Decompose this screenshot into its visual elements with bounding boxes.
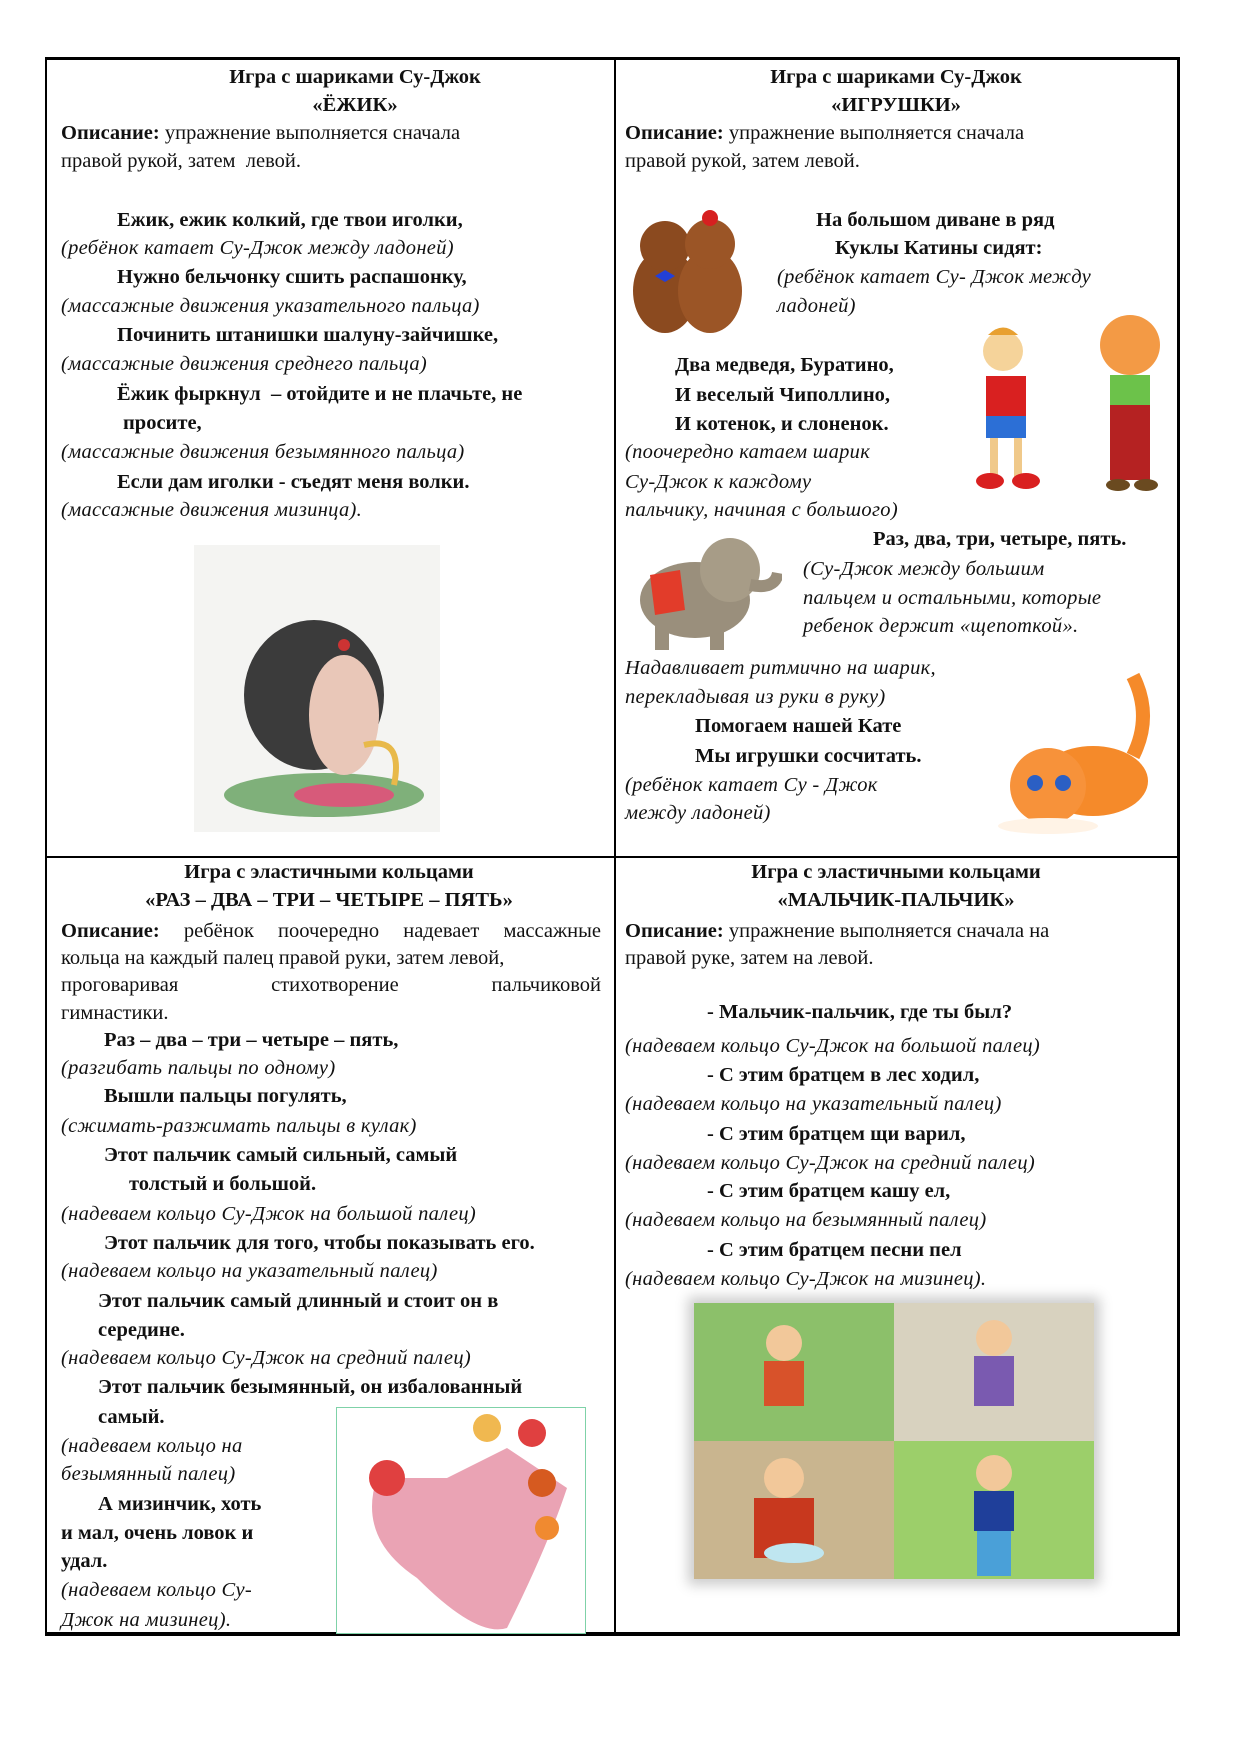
instruction-line: пальчику, начиная с большого) [625, 499, 898, 521]
poem-line: и мал, очень ловок и [61, 1522, 254, 1544]
table-border-right [1177, 57, 1180, 1636]
description-text: упражнение выполняется сначала на [723, 920, 1050, 942]
description-line: правой руке, затем на левой. [625, 947, 874, 969]
instruction-line: Надавливает ритмично на шарик, [625, 657, 936, 679]
instruction-line: (ребёнок катает Су-Джок между ладоней) [61, 237, 454, 259]
boys-activities-illustration [694, 1303, 1094, 1579]
poem-line: Этот пальчик для того, чтобы показывать его. [104, 1232, 535, 1254]
instruction-line: (надеваем кольцо на [61, 1435, 243, 1457]
poem-line: - С этим братцем в лес ходил, [707, 1064, 980, 1086]
instruction-line: (надеваем кольцо Су-Джок на средний палец) [61, 1347, 471, 1369]
buratino-illustration [948, 321, 1069, 493]
description-label: Описание: [61, 122, 160, 144]
instruction-line: (поочередно катаем шарик [625, 441, 871, 463]
poem-line: - Мальчик-пальчик, где ты был? [707, 1001, 1013, 1023]
instruction-line: Джок на мизинец). [61, 1609, 232, 1631]
poem-line: Мы игрушки сосчитать. [695, 745, 922, 767]
table-border-top [45, 57, 1179, 60]
table-border-left [45, 57, 47, 1636]
instruction-line: (ребёнок катает Су - Джок [625, 774, 878, 796]
instruction-line: (массажные движения мизинца). [61, 499, 363, 521]
poem-line: удал. [61, 1550, 108, 1572]
instruction-line: (надеваем кольцо Су-Джок на средний палец) [625, 1152, 1035, 1174]
poem-line: середине. [98, 1319, 185, 1341]
instruction-line: безымянный палец) [61, 1463, 236, 1485]
instruction-line: (ребёнок катает Су- Джок между [777, 266, 1092, 288]
poem-line: - С этим братцем кашу ел, [707, 1180, 951, 1202]
instruction-line: (надеваем кольцо Су-Джок на большой палец) [625, 1035, 1041, 1057]
instruction-line: (надеваем кольцо Су-Джок на большой палец) [61, 1203, 477, 1225]
instruction-line: (надеваем кольцо на указательный палец) [625, 1093, 1002, 1115]
poem-line: Раз, два, три, четыре, пять. [873, 528, 1127, 550]
poem-line: И веселый Чиполлино, [675, 384, 891, 406]
description-line [625, 119, 1024, 147]
poem-line: - С этим братцем щи варил, [707, 1123, 966, 1145]
poem-line: толстый и большой. [129, 1173, 317, 1195]
instruction-line: (надеваем кольцо на указательный палец) [61, 1260, 438, 1282]
cipollino-illustration [1088, 310, 1173, 493]
card-title: Игра с эластичными кольцами [184, 861, 474, 883]
poem-line: Этот пальчик самый сильный, самый [104, 1144, 458, 1166]
description-line [61, 917, 601, 945]
description-text: упражнение выполняется сначала [159, 122, 461, 144]
description-label: Описание: [625, 122, 724, 144]
poem-line: А мизинчик, хоть [98, 1493, 262, 1515]
poem-line: Раз – два – три – четыре – пять, [104, 1029, 399, 1051]
poem-line: просите, [123, 412, 202, 434]
instruction-line: (надеваем кольцо на безымянный палец) [625, 1209, 987, 1231]
instruction-line: (массажные движения среднего пальца) [61, 353, 428, 375]
instruction-line: (массажные движения указательного пальца) [61, 295, 480, 317]
description-line [625, 917, 1049, 945]
card-title: Игра с шариками Су-Джок [770, 66, 1022, 88]
poem-line: На большом диване в ряд [816, 209, 1055, 231]
instruction-line: пальцем и остальными, которые [803, 587, 1102, 609]
card-title: «ЁЖИК» [312, 94, 398, 116]
poem-line: Куклы Катины сидят: [835, 237, 1043, 259]
description-text: ребёнок поочередно надевает массажные [159, 920, 601, 942]
instruction-line: (разгибать пальцы по одному) [61, 1057, 336, 1079]
card-title: «РАЗ – ДВА – ТРИ – ЧЕТЫРЕ – ПЯТЬ» [145, 889, 513, 911]
instruction-line: перекладывая из руки в руку) [625, 686, 886, 708]
instruction-line: (массажные движения безымянного пальца) [61, 441, 465, 463]
instruction-line: Су-Джок к каждому [625, 471, 812, 493]
poem-line: Вышли пальцы погулять, [104, 1085, 347, 1107]
poem-line: Два медведя, Буратино, [675, 354, 894, 376]
poem-line: Починить штанишки шалуну-зайчишке, [117, 324, 499, 346]
card-title: «ИГРУШКИ» [831, 94, 961, 116]
poem-line: Ёжик фыркнул – отойдите и не плачьте, не [117, 383, 523, 405]
poem-line: Ежик, ежик колкий, где твои иголки, [117, 209, 463, 231]
poem-line: Если дам иголки - съедят меня волки. [117, 471, 470, 493]
instruction-line: (сжимать-разжимать пальцы в кулак) [61, 1115, 417, 1137]
poem-line: Этот пальчик безымянный, он избалованный [98, 1376, 523, 1398]
card-title: Игра с эластичными кольцами [751, 861, 1041, 883]
kitten-illustration [993, 671, 1162, 835]
card-title: «МАЛЬЧИК-ПАЛЬЧИК» [777, 889, 1015, 911]
instruction-line: ладоней) [777, 295, 856, 317]
poem-line: Помогаем нашей Кате [695, 715, 902, 737]
instruction-line: между ладоней) [625, 802, 771, 824]
description-line: правой рукой, затем левой. [61, 150, 301, 172]
description-line: кольца на каждый палец правой руки, затем левой, [61, 947, 505, 969]
instruction-line: (Су-Джок между большим [803, 558, 1045, 580]
description-label: Описание: [625, 920, 724, 942]
instruction-line: ребенок держит «щепоткой». [803, 615, 1079, 637]
poem-line: Этот пальчик самый длинный и стоит он в [98, 1290, 499, 1312]
poem-line: И котенок, и слоненок. [675, 413, 889, 435]
description-line: правой рукой, затем левой. [625, 150, 860, 172]
finger-puppets-hand-illustration [336, 1407, 586, 1634]
description-label: Описание: [61, 920, 160, 942]
description-line: гимнастики. [61, 1002, 169, 1024]
teddy-bears-illustration [620, 206, 758, 335]
description-text: упражнение выполняется сначала [723, 122, 1025, 144]
elephant-illustration [620, 530, 782, 654]
poem-line: - С этим братцем песни пел [707, 1239, 962, 1261]
description-line [61, 119, 460, 147]
hedgehog-illustration [194, 545, 440, 832]
poem-line: самый. [98, 1406, 165, 1428]
poem-line: Нужно бельчонку сшить распашонку, [117, 266, 467, 288]
instruction-line: (надеваем кольцо Су-Джок на мизинец). [625, 1268, 987, 1290]
instruction-line: (надеваем кольцо Су- [61, 1579, 253, 1601]
card-title: Игра с шариками Су-Джок [229, 66, 481, 88]
table-border-center [614, 57, 616, 1636]
description-line: проговаривая стихотворение пальчиковой [61, 974, 601, 996]
